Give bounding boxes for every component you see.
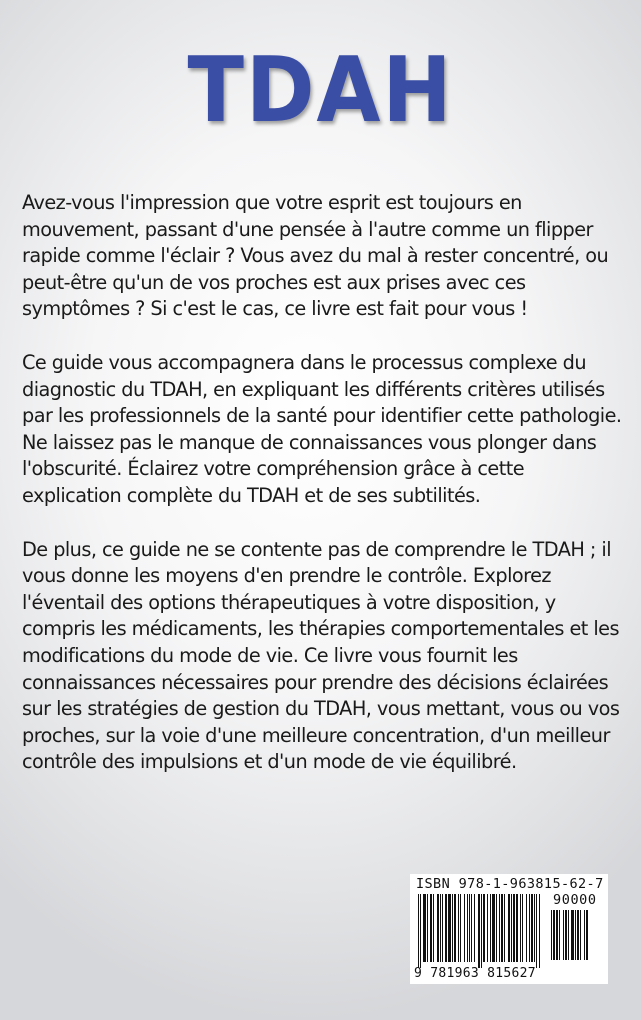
barcode-bar bbox=[440, 894, 441, 962]
barcode-bar bbox=[469, 894, 470, 962]
barcode-bar bbox=[526, 894, 527, 962]
barcode-bar bbox=[577, 910, 579, 960]
addon-barcode-bars bbox=[551, 910, 601, 966]
barcode-bar bbox=[504, 894, 505, 962]
barcode-bar bbox=[496, 894, 497, 962]
barcode-bar bbox=[531, 894, 533, 962]
barcode-bar bbox=[474, 894, 475, 962]
barcode-bar bbox=[454, 894, 456, 962]
barcode-bar bbox=[490, 894, 491, 962]
book-title: TDAH bbox=[187, 38, 454, 143]
blurb-paragraph-3: De plus, ce guide ne se contente pas de comprendre le TDAH ; il vous donne les moyens d'en prendre le contrôle. Explorez l'éventail des options thérapeutiques à votre disposition, y compris les médicaments, les thérapies comportementales et les modifications du mode de vie. Ce livre vous fournit les connaissances nécessaires pour prendre des décisions éclairées sur les stratégies de gestion du TDAH, vous mettant, vous ou vos proches, sur la voie d'une meilleure concentration, d'un meilleur contrôle des impulsions et d'un mode de vie équilibré. bbox=[22, 537, 620, 774]
barcode-bar bbox=[580, 910, 581, 960]
barcode-bar bbox=[467, 894, 468, 962]
barcode-bar bbox=[442, 894, 443, 962]
barcode-bar bbox=[539, 894, 540, 968]
barcode-bar bbox=[586, 910, 588, 960]
barcode-bar bbox=[483, 894, 485, 962]
barcode-bar bbox=[478, 894, 480, 968]
barcode-bar bbox=[445, 894, 447, 962]
price-code: 90000 bbox=[553, 892, 597, 908]
barcode-bar bbox=[513, 894, 515, 962]
barcode-bar bbox=[584, 910, 585, 960]
barcode-bar bbox=[534, 894, 535, 962]
barcode-bar bbox=[423, 894, 426, 962]
barcode-bar bbox=[571, 910, 574, 960]
barcode-bar bbox=[427, 894, 428, 962]
isbn-barcode-box bbox=[410, 874, 608, 984]
barcode-bar bbox=[460, 894, 461, 962]
barcode-bar bbox=[492, 894, 495, 962]
blurb-paragraph-1: Avez-vous l'impression que votre esprit est toujours en mouvement, passant d'une pensée à l'autre comme un flipper rapide comme l'éclair ? Vous avez du mal à rester concentré, ou peut-être qu'un de vos proches est aux prises avec ces symptômes ? Si c'est le cas, ce livre est fait pour vous ! bbox=[22, 191, 609, 321]
barcode-bar bbox=[501, 894, 503, 962]
ean-digits: 9 781963 815627 bbox=[414, 966, 536, 981]
barcode-bar bbox=[529, 894, 530, 962]
barcode-bar bbox=[418, 894, 419, 968]
barcode-bar bbox=[487, 894, 488, 962]
blurb-paragraph-2: Ce guide vous accompagnera dans le processus complexe du diagnostic du TDAH, en expliquant les différents critères utilisés par les professionnels de la santé pour identifier cette pathologie. Ne laissez pas le manque de connaissances vous plonger dans l'obscurité. Éclairez votre compréhension grâce à cette explication complète du TDAH et de ses subtilités. bbox=[22, 350, 622, 507]
barcode-bar bbox=[437, 894, 439, 962]
barcode-bar bbox=[471, 894, 472, 962]
barcode-bar bbox=[568, 910, 569, 960]
barcode-bar bbox=[556, 910, 558, 960]
ean-barcode-bars bbox=[418, 894, 550, 968]
barcode-bar bbox=[559, 910, 560, 960]
blurb-text bbox=[22, 190, 622, 803]
barcode-bar bbox=[499, 894, 500, 962]
isbn-label: ISBN 978-1-963815-62-7 bbox=[416, 876, 604, 892]
barcode-bar bbox=[516, 894, 518, 962]
barcode-bar bbox=[452, 894, 453, 962]
barcode-bar bbox=[433, 894, 434, 962]
barcode-bar bbox=[536, 894, 537, 968]
barcode-bar bbox=[575, 910, 576, 960]
barcode-bar bbox=[420, 894, 421, 968]
barcode-bar bbox=[458, 894, 459, 962]
barcode-bar bbox=[563, 910, 564, 960]
barcode-bar bbox=[481, 894, 482, 968]
barcode-bar bbox=[565, 910, 567, 960]
barcode-bar bbox=[511, 894, 512, 962]
barcode-bar bbox=[553, 910, 555, 960]
barcode-bar bbox=[464, 894, 465, 962]
barcode-bar bbox=[520, 894, 521, 962]
barcode-bar bbox=[551, 910, 552, 960]
barcode-bar bbox=[448, 894, 451, 962]
barcode-bar bbox=[430, 894, 432, 962]
barcode-bar bbox=[522, 894, 523, 962]
barcode-bar bbox=[508, 894, 510, 962]
